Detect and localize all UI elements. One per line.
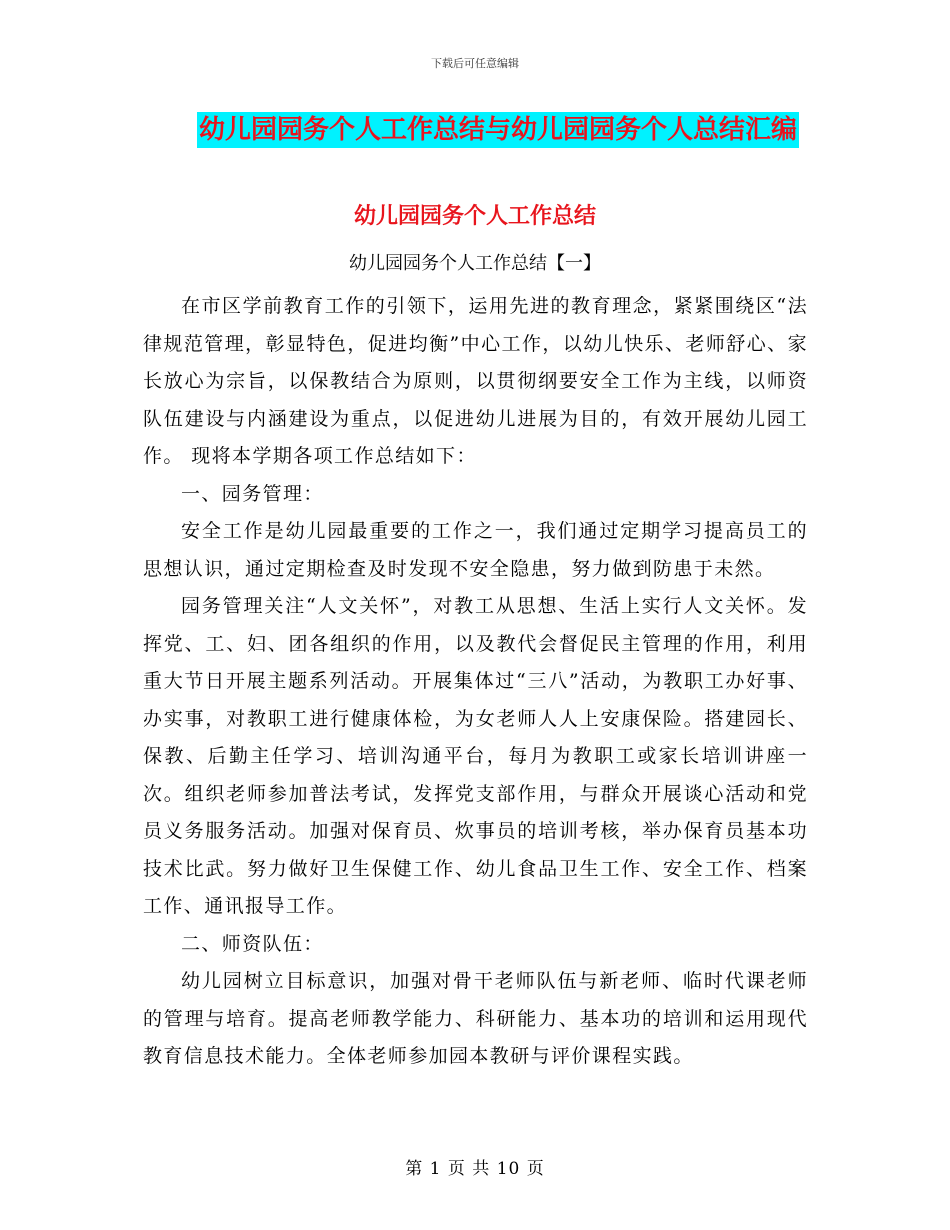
- header-note: 下载后可任意编辑: [431, 57, 519, 70]
- paragraph: 安全工作是幼儿园最重要的工作之一，我们通过定期学习提高员工的思想认识，通过定期检查及时发现不安全隐患，努力做到防患于未然。: [143, 520, 808, 580]
- main-title-wrap: [0, 112, 950, 148]
- section-heading: 一、园务管理：: [181, 482, 324, 505]
- body-text: [143, 288, 808, 1076]
- page-footer: 第 1 页 共 10 页: [405, 1159, 545, 1179]
- main-title: 幼儿园园务个人工作总结与幼儿园园务个人总结汇编: [197, 112, 799, 148]
- sub-title: 幼儿园园务个人工作总结【一】: [349, 253, 601, 274]
- paragraph: 在市区学前教育工作的引领下，运用先进的教育理念，紧紧围绕区“法律规范管理，彰显特色，促进均衡”中心工作，以幼儿快乐、老师舒心、家长放心为宗旨，以保教结合为原则，以贯彻纲要安全工作为主线，以师资队伍建设与内涵建设为重点，以促进幼儿进展为目的，有效开展幼儿园工作。 现将本学期各项工作总结如下：: [143, 295, 808, 467]
- paragraph: 幼儿园树立目标意识，加强对骨干老师队伍与新老师、临时代课老师的管理与培育。提高老师教学能力、科研能力、基本功的培训和运用现代教育信息技术能力。全体老师参加园本教研与评价课程实践。: [143, 970, 808, 1067]
- paragraph: 园务管理关注“人文关怀”，对教工从思想、生活上实行人文关怀。发挥党、工、妇、团各组织的作用，以及教代会督促民主管理的作用，利用重大节日开展主题系列活动。开展集体过“三八”活动，为教职工办好事、办实事，对教职工进行健康体检，为女老师人人上安康保险。搭建园长、保教、后勤主任学习、培训沟通平台，每月为教职工或家长培训讲座一次。组织老师参加普法考试，发挥党支部作用，与群众开展谈心活动和党员义务服务活动。加强对保育员、炊事员的培训考核，举办保育员基本功技术比武。努力做好卫生保健工作、幼儿食品卫生工作、安全工作、档案工作、通讯报导工作。: [143, 595, 808, 917]
- section-title: 幼儿园园务个人工作总结: [353, 204, 596, 229]
- section-heading: 二、师资队伍：: [181, 932, 324, 955]
